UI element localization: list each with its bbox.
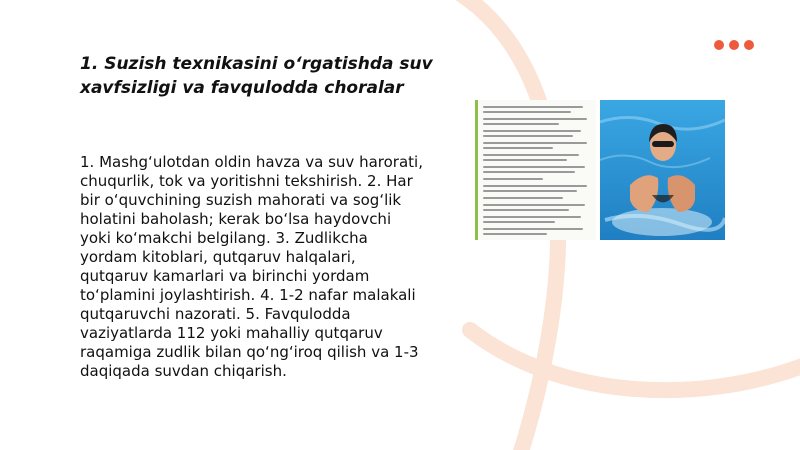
slide-title: 1. Suzish texnikasini o‘rgatishda suv xavfsizligi va favqulodda choralar bbox=[80, 54, 433, 98]
slide-body: 1. Mashg‘ulotdan oldin havza va suv harorati, chuqurlik, tok va yoritishni tekshirish. 2. Har bir o‘quvchining suzish mahorati va sog‘lik holatini baholash; kerak bo‘lsa haydovchi yoki ko‘makchi belgilang. 3. Zudlikcha yordam kitoblari, qutqaruv halqalari, qutqaruv kamarlari va birinchi yordam to‘plamini joylashtirish. 4. 1-2 nafar malakali qutqaruvchi nazorati. 5. Favqulodda vaziyatlarda 112 yoki mahalliy qutqaruv raqamiga zudlik bilan qo‘ng‘iroq qilish va 1-3 daqiqada suvdan chiqarish. bbox=[80, 153, 423, 380]
dot-icon bbox=[729, 40, 739, 50]
dot-icon bbox=[744, 40, 754, 50]
dot-icon bbox=[714, 40, 724, 50]
document-page-image bbox=[475, 100, 596, 240]
swimmer-photo bbox=[600, 100, 725, 240]
accent-dots bbox=[714, 40, 754, 50]
